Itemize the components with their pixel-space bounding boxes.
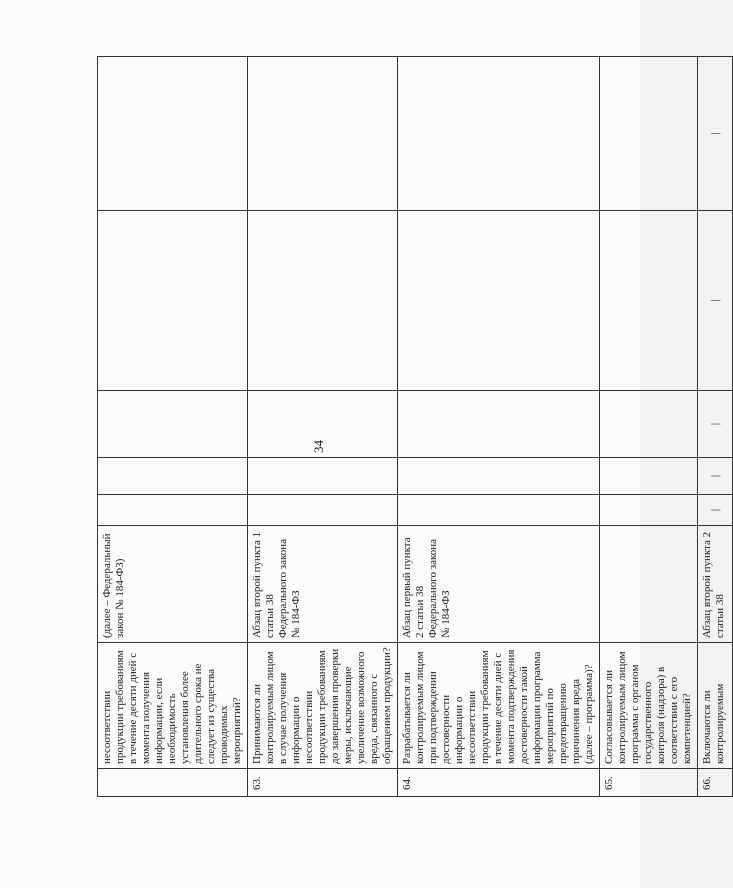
- row-cell-na: [398, 391, 600, 458]
- row-number: 65.: [600, 769, 698, 797]
- row-cell-extra: [600, 57, 698, 211]
- row-law-reference: (далее – Федеральный закон № 184-ФЗ): [98, 526, 248, 643]
- row-question: Согласовывается ли контролируемым лицом программа с органом государственного контроля (надзора) в соответствии с его компетенцией?: [600, 643, 698, 769]
- row-cell-extra: [248, 57, 398, 211]
- row-cell-no: |: [698, 458, 733, 495]
- row-question: Включаются ли контролируемым: [698, 643, 733, 769]
- rotated-table-wrapper: [97, 57, 726, 797]
- row-cell-no: [600, 458, 698, 495]
- row-cell-na: [600, 391, 698, 458]
- page-number: 34: [311, 440, 326, 453]
- row-cell-na: [248, 391, 398, 458]
- row-cell-no: [398, 458, 600, 495]
- row-cell-no: [98, 458, 248, 495]
- row-cell-comment: |: [698, 211, 733, 391]
- row-cell-yes: [398, 495, 600, 526]
- row-cell-extra: [98, 57, 248, 211]
- row-question: Принимаются ли контролируемым лицом в случае получения информации о несоответствии продукции требованиям до завершения проверки меры, исключающие увеличение возможного вреда, связанного с обращением продукции?: [248, 643, 398, 769]
- row-law-reference: Абзац второй пункта 1 статьи 38 Федерального закона № 184-ФЗ: [248, 526, 398, 643]
- row-law-reference: [600, 526, 698, 643]
- table-row: [600, 57, 698, 797]
- checklist-table: [97, 56, 733, 797]
- row-question: Разрабатывается ли контролируемым лицом при подтверждении достоверности информации о несоответствии продукции требованиям в течение десяти дней с момента подтверждения достоверности такой информации программа мероприятий по предотвращению причинения вреда (далее – программа)?: [398, 643, 600, 769]
- row-cell-no: [248, 458, 398, 495]
- row-cell-extra: [398, 57, 600, 211]
- table-row: [698, 57, 733, 797]
- row-cell-na: [98, 391, 248, 458]
- row-cell-comment: [98, 211, 248, 391]
- row-cell-yes: [600, 495, 698, 526]
- row-law-reference: Абзац первый пункта 2 статьи 38 Федерального закона № 184-ФЗ: [398, 526, 600, 643]
- table-row: [398, 57, 600, 797]
- row-cell-comment: [248, 211, 398, 391]
- row-number: 63.: [248, 769, 398, 797]
- table-row: [98, 57, 248, 797]
- row-number: 66.: [698, 769, 733, 797]
- row-cell-extra: |: [698, 57, 733, 211]
- table-row: [248, 57, 398, 797]
- row-number: [98, 769, 248, 797]
- row-cell-yes: [98, 495, 248, 526]
- row-cell-comment: [398, 211, 600, 391]
- row-number: 64.: [398, 769, 600, 797]
- row-cell-yes: |: [698, 495, 733, 526]
- row-cell-na: |: [698, 391, 733, 458]
- row-cell-yes: [248, 495, 398, 526]
- row-cell-comment: [600, 211, 698, 391]
- row-law-reference: Абзац второй пункта 2 статьи 38: [698, 526, 733, 643]
- checklist-table-container: [97, 57, 726, 797]
- row-question: несоответствии продукции требованиям в течение десяти дней с момента получения информации, если необходимость установления более длительного срока не следует из существа проводимых мероприятий?: [98, 643, 248, 769]
